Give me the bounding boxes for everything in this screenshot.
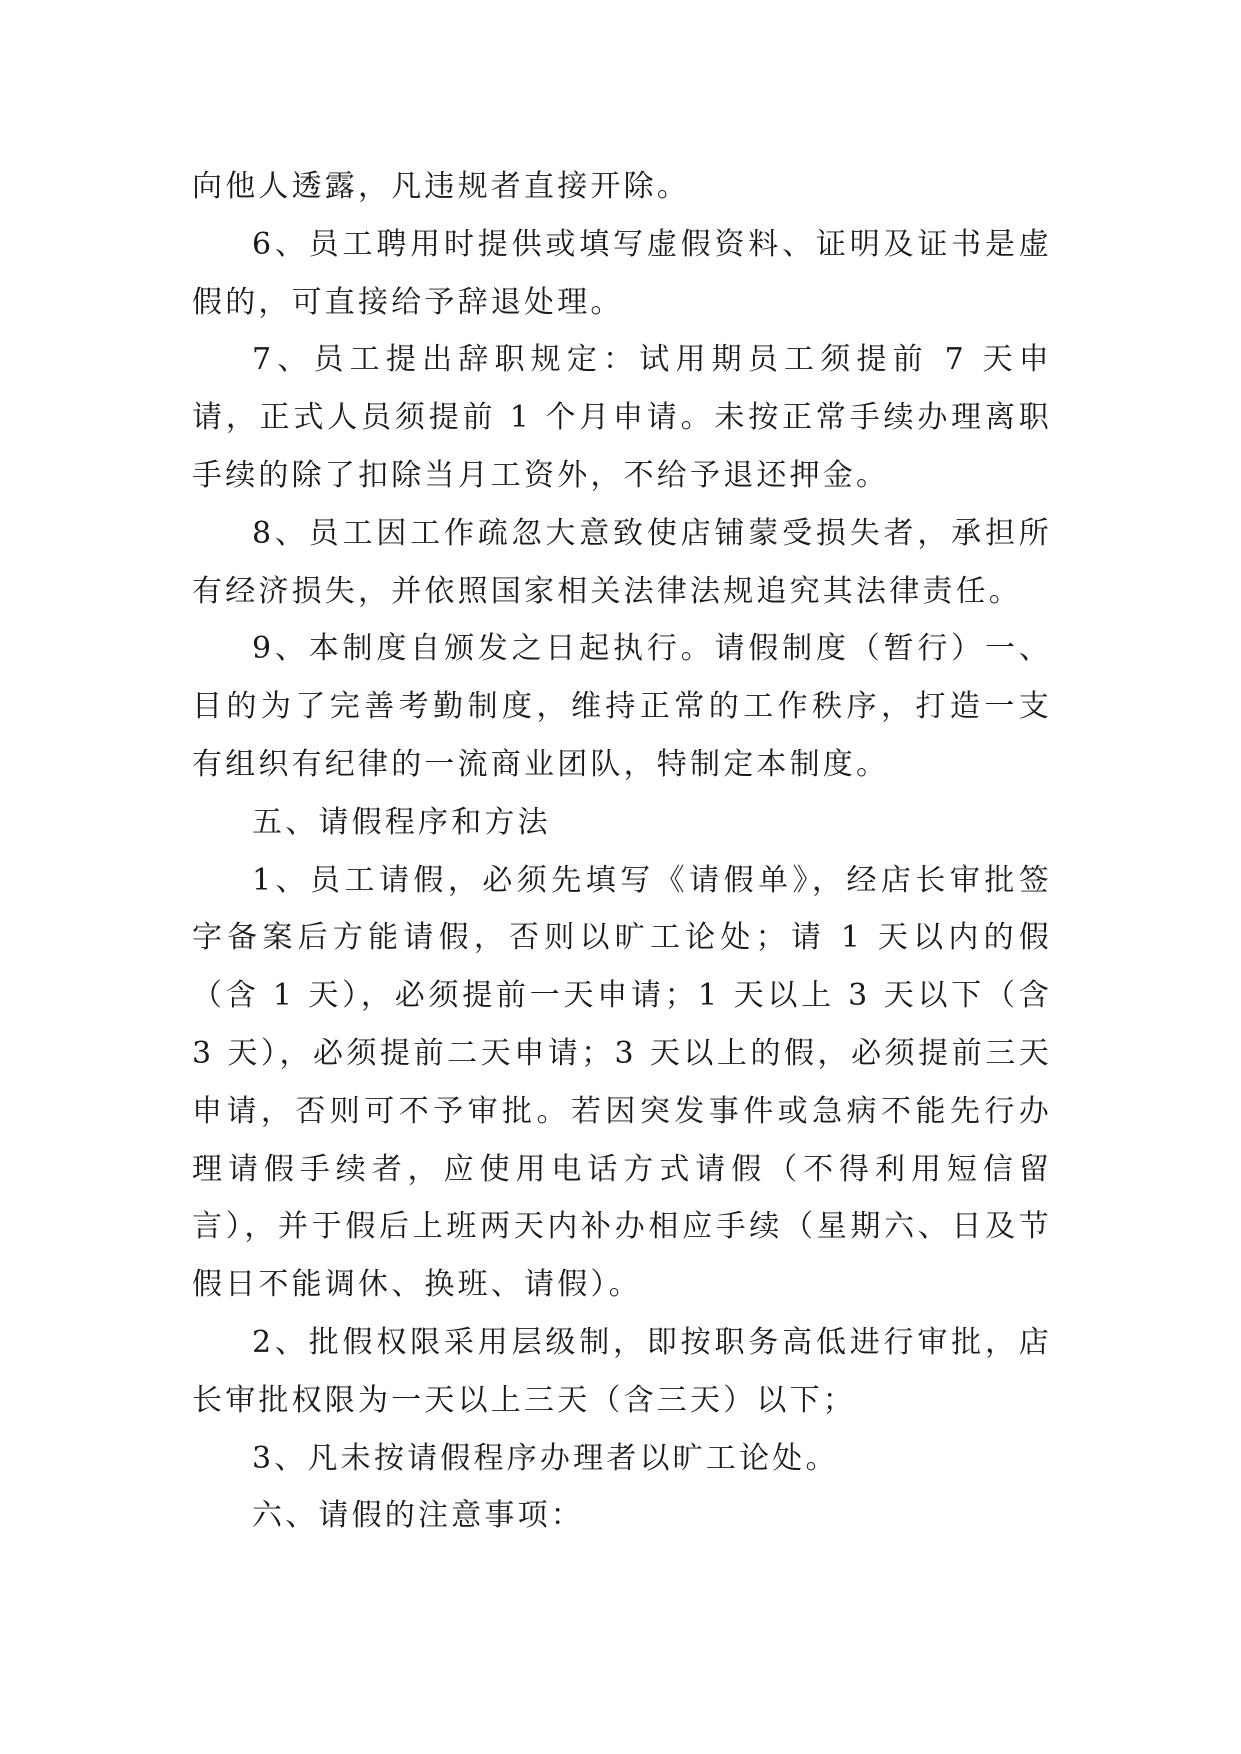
paragraph: 8、员工因工作疏忽大意致使店铺蒙受损失者，承担所有经济损失，并依照国家相关法律法规追究其法律责任。 [192,515,1052,609]
paragraph: 1、员工请假，必须先填写《请假单》，经店长审批签字备案后方能请假，否则以旷工论处；请 1 天以内的假（含 1 天），必须提前一天申请；1 天以上 3 天以下（含 3 天），必须提前二天申请；3 天以上的假，必须提前三天申请，否则可不予审批。若因突发事件或急病不能先行办理请假手续者，应使用电话方式请假（不得利用短信留言），并于假后上班两天内补办相应手续（星期六、日及节假日不能调休、换班、请假）。 [192,862,1052,1303]
document-body [192,158,1052,1545]
paragraph: 3、凡未按请假程序办理者以旷工论处。 [252,1440,839,1476]
paragraph: 6、员工聘用时提供或填写虚假资料、证明及证书是虚假的，可直接给予辞退处理。 [192,226,1052,320]
paragraph: 9、本制度自颁发之日起执行。请假制度（暂行）一、目的为了完善考勤制度，维持正常的工作秩序，打造一支有组织有纪律的一流商业团队，特制定本制度。 [192,631,1052,782]
paragraph: 7、员工提出辞职规定：试用期员工须提前 7 天申请，正式人员须提前 1 个月申请。未按正常手续办理离职手续的除了扣除当月工资外，不给予退还押金。 [192,342,1052,493]
paragraph: 2、批假权限采用层级制，即按职务高低进行审批，店长审批权限为一天以上三天（含三天）以下； [192,1324,1052,1418]
section-heading: 五、请假程序和方法 [252,804,551,840]
section-heading: 六、请假的注意事项： [252,1498,584,1534]
paragraph: 向他人透露，凡违规者直接开除。 [192,169,690,204]
